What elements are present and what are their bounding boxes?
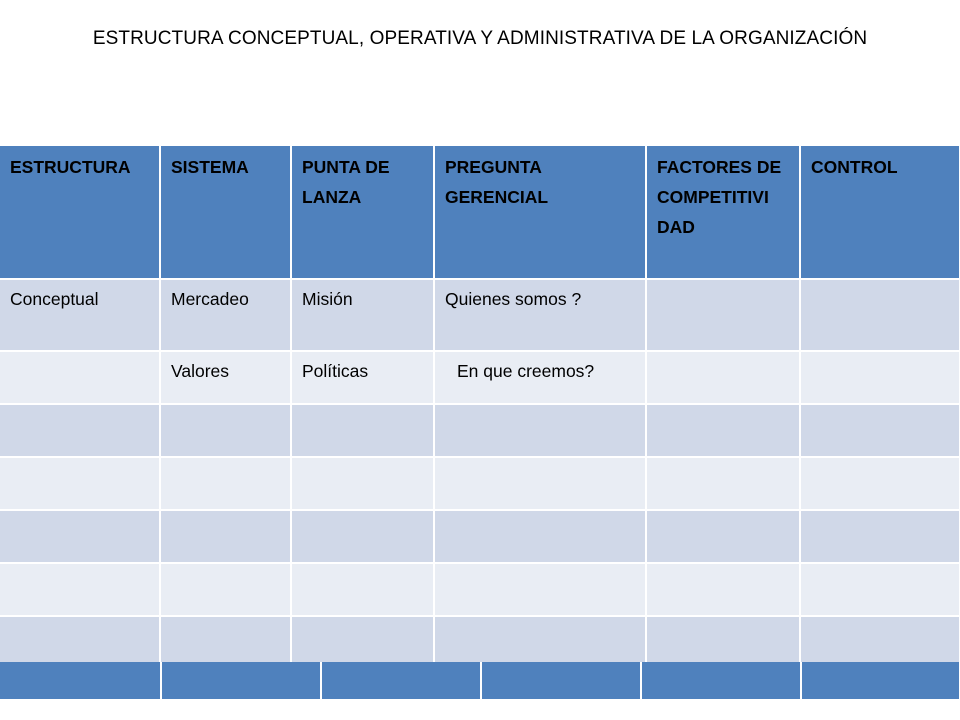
table-cell [646,279,800,351]
table-row [0,510,959,563]
table-cell [160,510,291,563]
table-cell [800,457,959,510]
table-header-row [0,146,959,279]
header-control: CONTROL [800,146,959,279]
table-row [0,404,959,457]
table-cell [800,563,959,616]
footer-cell [640,662,800,699]
table-cell [0,510,160,563]
table-cell [646,351,800,404]
header-sistema: SISTEMA [160,146,291,279]
table-cell: Misión [291,279,434,351]
table-cell [646,563,800,616]
table-cell [434,563,646,616]
table-row [0,351,959,404]
table-cell [434,457,646,510]
table-cell [800,351,959,404]
table-cell [646,404,800,457]
header-factores-de-competitividad: FACTORES DE COMPETITIVI DAD [646,146,800,279]
table-row [0,457,959,510]
footer-cell [160,662,320,699]
footer-band [0,662,959,699]
table-cell: Quienes somos ? [434,279,646,351]
table-cell [0,457,160,510]
structure-table [0,146,959,669]
table-cell [291,563,434,616]
table-row [0,279,959,351]
table-cell [291,404,434,457]
slide-title: ESTRUCTURA CONCEPTUAL, OPERATIVA Y ADMINISTRATIVA DE LA ORGANIZACIÓN [92,28,868,49]
table-cell: Políticas [291,351,434,404]
table-cell [160,457,291,510]
table-row [0,563,959,616]
footer-cell [800,662,959,699]
table-cell [646,457,800,510]
table-cell: En que creemos? [434,351,646,404]
table-cell [800,510,959,563]
table-cell [646,510,800,563]
table-cell [800,404,959,457]
table-cell [0,351,160,404]
table-cell [160,404,291,457]
header-punta-de-lanza: PUNTA DE LANZA [291,146,434,279]
table-cell [434,404,646,457]
table-cell [434,510,646,563]
table-cell [160,563,291,616]
table-cell: Conceptual [0,279,160,351]
footer-cell [0,662,160,699]
table-cell: Mercadeo [160,279,291,351]
table-cell [0,404,160,457]
table-cell: Valores [160,351,291,404]
header-pregunta-gerencial: PREGUNTA GERENCIAL [434,146,646,279]
table-cell [0,563,160,616]
table-cell [291,510,434,563]
footer-cell [480,662,640,699]
table-cell [800,279,959,351]
header-estructura: ESTRUCTURA [0,146,160,279]
table-cell [291,457,434,510]
footer-cell [320,662,480,699]
